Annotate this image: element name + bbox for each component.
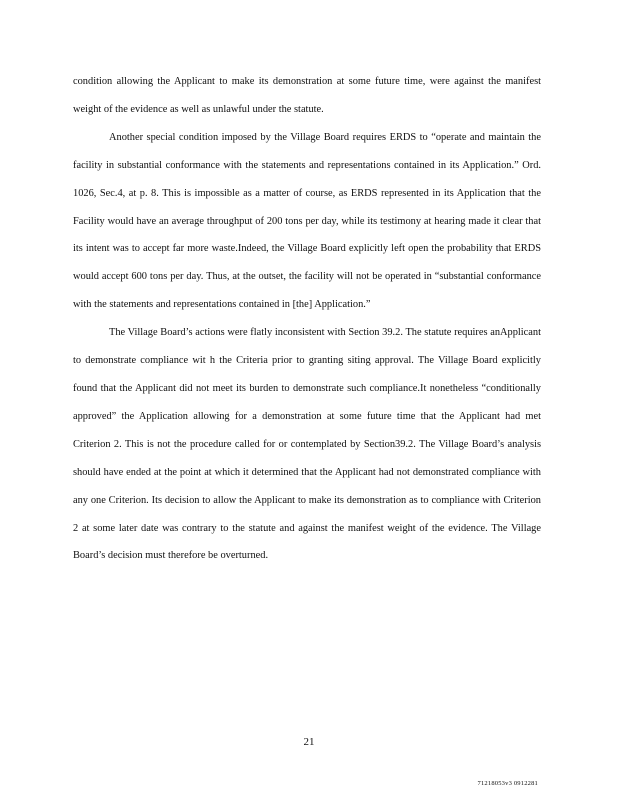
body-text xyxy=(73,68,541,570)
paragraph-special-condition: Another special condition imposed by the Village Board requires ERDS to “operate and maintain the facility in substantial conformance with the statements and representations contained in its Application.” Ord. 1026, Sec.4, at p. 8. This is impossible as a matter of course, as ERDS represented in its Application that the Facility would have an average throughput of 200 tons per day, while its testimony at hearing made it clear that its intent was to accept far more waste.Indeed, the Village Board explicitly left open the probability that ERDS would accept 600 tons per day. Thus, at the outset, the facility will not be operated in “substantial conformance with the statements and representations contained in [the] Application.” xyxy=(73,131,541,311)
paragraph-continuation: condition allowing the Applicant to make its demonstration at some future time, were against the manifest weight of the evidence as well as unlawful under the statute. xyxy=(73,76,541,115)
document-id: 71218053v3 0912281 xyxy=(477,780,538,787)
page-number: 21 xyxy=(303,736,315,748)
paragraph-section-39-2: The Village Board’s actions were flatly inconsistent with Section 39.2. The statute requires anApplicant to demonstrate compliance wit h the Criteria prior to granting siting approval. The Village Board explicitly found that the Applicant did not meet its burden to demonstrate such compliance.It nonetheless “conditionally approved” the Application allowing for a demonstration at some future time that the Applicant had met Criterion 2. This is not the procedure called for or contemplated by Section39.2. The Village Board’s analysis should have ended at the point at which it determined that the Applicant had not demonstrated compliance with any one Criterion. Its decision to allow the Applicant to make its demonstration as to compliance with Criterion 2 at some later date was contrary to the statute and against the manifest weight of the evidence. The Village Board’s decision must therefore be overturned. xyxy=(73,327,541,562)
